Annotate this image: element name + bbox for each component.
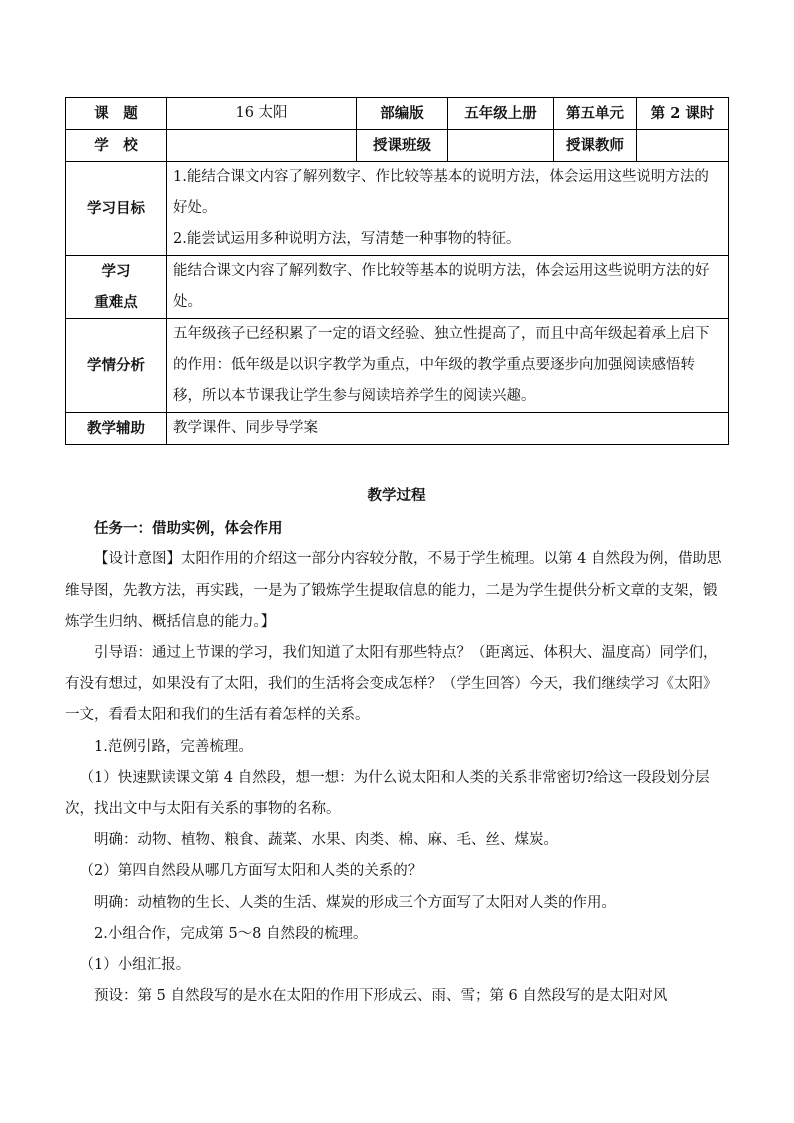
unit-cell: 第五单元 <box>554 98 637 130</box>
analysis-label: 学情分析 <box>66 319 167 413</box>
key-points-content: 能结合课文内容了解列数字、作比较等基本的说明方法，体会运用这些说明方法的好处。 <box>167 256 729 319</box>
goal-item-1: 1.能结合课文内容了解列数字、作比较等基本的说明方法，体会运用这些说明方法的好处。 <box>173 169 709 216</box>
design-intent-paragraph: 【设计意图】太阳作用的介绍这一部分内容较分散，不易于学生梳理。以第 4 自然段为例，借助思维导图，先教方法，再实践，一是为了锻炼学生提取信息的能力，二是为学生提供分析文章的支架，锻炼学生归纳、概括信息的能力。】 <box>65 551 722 630</box>
lesson-title-value: 16 太阳 <box>167 98 357 130</box>
step-1-question-1: （1）快速默读课文第 4 自然段，想一想：为什么说太阳和人类的关系非常密切?给这一段段划分层次，找出文中与太阳有关系的事物的名称。 <box>65 769 710 818</box>
goal-item-2: 2.能尝试运用多种说明方法，写清楚一种事物的特征。 <box>173 231 521 247</box>
task-heading: 任务一：借助实例，体会作用 <box>94 520 283 538</box>
key-points-label-line-1: 学习 <box>101 263 131 280</box>
teacher-value <box>637 130 729 162</box>
key-points-label-line-2: 重难点 <box>94 294 138 311</box>
analysis-content: 五年级孩子已经积累了一定的语文经验、独立性提高了，而且中高年级起着承上启下的作用：低年级是以识字教学为重点，中年级的教学重点要逐步向加强阅读感悟转移，所以本节课我让学生参与阅读培养学生的阅读兴趣。 <box>167 319 729 413</box>
step-2-preset: 预设：第 5 自然段写的是水在太阳的作用下形成云、雨、雪；第 6 自然段写的是太阳对风 <box>94 988 668 1005</box>
key-points-label <box>66 256 167 319</box>
goals-label: 学习目标 <box>66 162 167 256</box>
aids-label: 教学辅助 <box>66 413 167 445</box>
table-row <box>66 413 729 445</box>
class-value <box>448 130 554 162</box>
step-1-answer-1: 明确：动物、植物、粮食、蔬菜、水果、肉类、棉、麻、毛、丝、煤炭。 <box>94 832 558 849</box>
table-row <box>66 98 729 130</box>
intro-paragraph: 引导语：通过上节课的学习，我们知道了太阳有那些特点？（距离远、体积大、温度高）同学们，有没有想过，如果没有了太阳，我们的生活将会变成怎样？（学生回答）今天，我们继续学习《太阳》一文，看看太阳和我们的生活有着怎样的关系。 <box>65 645 718 724</box>
step-2-question-1: （1）小组汇报。 <box>79 957 191 974</box>
teacher-label: 授课教师 <box>554 130 637 162</box>
aids-content: 教学课件、同步导学案 <box>167 413 729 445</box>
step-1-question-2: （2）第四自然段从哪几方面写太阳和人类的关系的？ <box>79 863 423 880</box>
goals-content <box>167 162 729 256</box>
table-row <box>66 162 729 256</box>
table-row <box>66 130 729 162</box>
table-row <box>66 319 729 413</box>
step-1-heading: 1.范例引路，完善梳理。 <box>94 738 253 755</box>
school-label: 学 校 <box>66 130 167 162</box>
grade-cell: 五年级上册 <box>448 98 554 130</box>
class-label: 授课班级 <box>357 130 448 162</box>
step-2-heading: 2.小组合作，完成第 5～8 自然段的梳理。 <box>94 925 368 942</box>
lesson-title-label: 课 题 <box>66 98 167 130</box>
edition-cell: 部编版 <box>357 98 448 130</box>
step-1-answer-2: 明确：动植物的生长、人类的生活、煤炭的形成三个方面写了太阳对人类的作用。 <box>94 894 616 911</box>
table-row <box>66 256 729 319</box>
section-title: 教学过程 <box>367 487 426 504</box>
lesson-info-table <box>65 97 729 445</box>
lesson-period-cell: 第 2 课时 <box>637 98 729 130</box>
teaching-process-section <box>65 480 728 1012</box>
school-value <box>167 130 357 162</box>
